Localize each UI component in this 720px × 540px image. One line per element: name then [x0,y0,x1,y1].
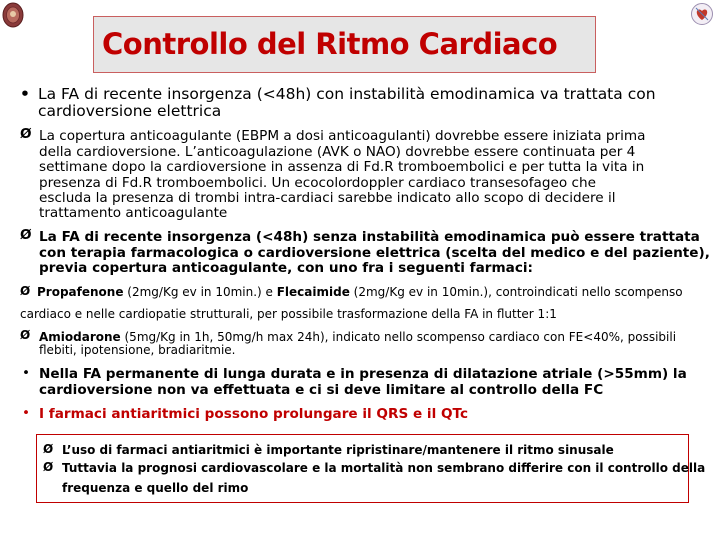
p2-line2: della cardioversione. L’anticoagulazione (AVK o NAO) dovrebbe essere continuata per 4 [39,144,636,160]
arrow-bullet-icon: Ø [43,442,54,456]
p5-rest: (5mg/Kg in 1h, 50mg/h max 24h), indicato nello scompenso cardiaco con FE<40%, possibili [120,330,677,344]
p4-dose2: (2mg/Kg ev in 10min.), controindicati nello scompenso [349,285,683,299]
arrow-bullet-icon: Ø [43,460,54,474]
p2-line1: La copertura anticoagulante (EBPM a dosi anticoagulanti) dovrebbe essere iniziata prima [39,128,646,144]
p4-line2: cardiaco e nelle cardiopatie strutturali, per possibile trasformazione della FA in flutter 1:1 [20,307,557,321]
p3-line3: previa copertura anticoagulante, con uno fra i seguenti farmaci: [39,260,533,276]
p6-line1: Nella FA permanente di lunga durata e in presenza di dilatazione atriale (>55mm) la [39,366,687,382]
arrow-bullet-icon: Ø [20,126,32,142]
drug-amiodarone: Amiodarone [39,330,121,344]
p2-line6: trattamento anticoagulante [39,205,228,221]
p6-line2: cardioversione non va effettuata e ci si deve limitare al controllo della FC [39,382,604,398]
title-box [93,16,596,73]
slide-title: Controllo del Ritmo Cardiaco [102,27,558,61]
p2-line4: presenza di Fd.R tromboembolici. Un ecocolordoppler cardiaco transesofageo che [39,175,596,191]
box-item2-line2: frequenza e quello del rimo [62,481,249,495]
p4-dose1: (2mg/Kg ev in 10min.) e [123,285,277,299]
p5-line1 [39,330,676,344]
p5-line2: flebiti, ipotensione, bradiaritmie. [39,343,236,357]
p3-line2: con terapia farmacologica o cardioversione elettrica (scelta del medico e del paziente), [39,245,710,261]
bullet-dot-icon: • [22,365,31,381]
p2-line3: settimane dopo la cardioversione in assenza di Fd.R tromboembolici e per tutta la vita in [39,159,645,175]
p4-line1 [37,285,683,299]
seal-logo-icon [2,2,24,28]
p7-line1: I farmaci antiaritmici possono prolungare il QRS e il QTc [39,406,469,422]
p1-line2: cardioversione elettrica [38,102,222,120]
arrow-bullet-icon: Ø [20,227,32,243]
bullet-dot-icon: • [22,405,31,421]
bullet-dot-icon: • [20,85,30,103]
heart-logo-icon [690,2,714,26]
box-item1: L’uso di farmaci antiaritmici è importante ripristinare/mantenere il ritmo sinusale [62,443,614,457]
arrow-bullet-icon: Ø [20,284,31,298]
box-item2-line1: Tuttavia la prognosi cardiovascolare e la mortalità non sembrano differire con il controllo della [62,461,706,475]
p1-line1: La FA di recente insorgenza (<48h) con instabilità emodinamica va trattata con [38,85,656,103]
drug-flecaimide: Flecaimide [276,285,350,299]
arrow-bullet-icon: Ø [20,328,31,342]
p2-line5: escluda la presenza di trombi intra-cardiaci sarebbe indicato allo scopo di decidere il [39,190,616,206]
p3-line1: La FA di recente insorgenza (<48h) senza instabilità emodinamica può essere trattata [39,229,700,245]
drug-propafenone: Propafenone [37,285,124,299]
